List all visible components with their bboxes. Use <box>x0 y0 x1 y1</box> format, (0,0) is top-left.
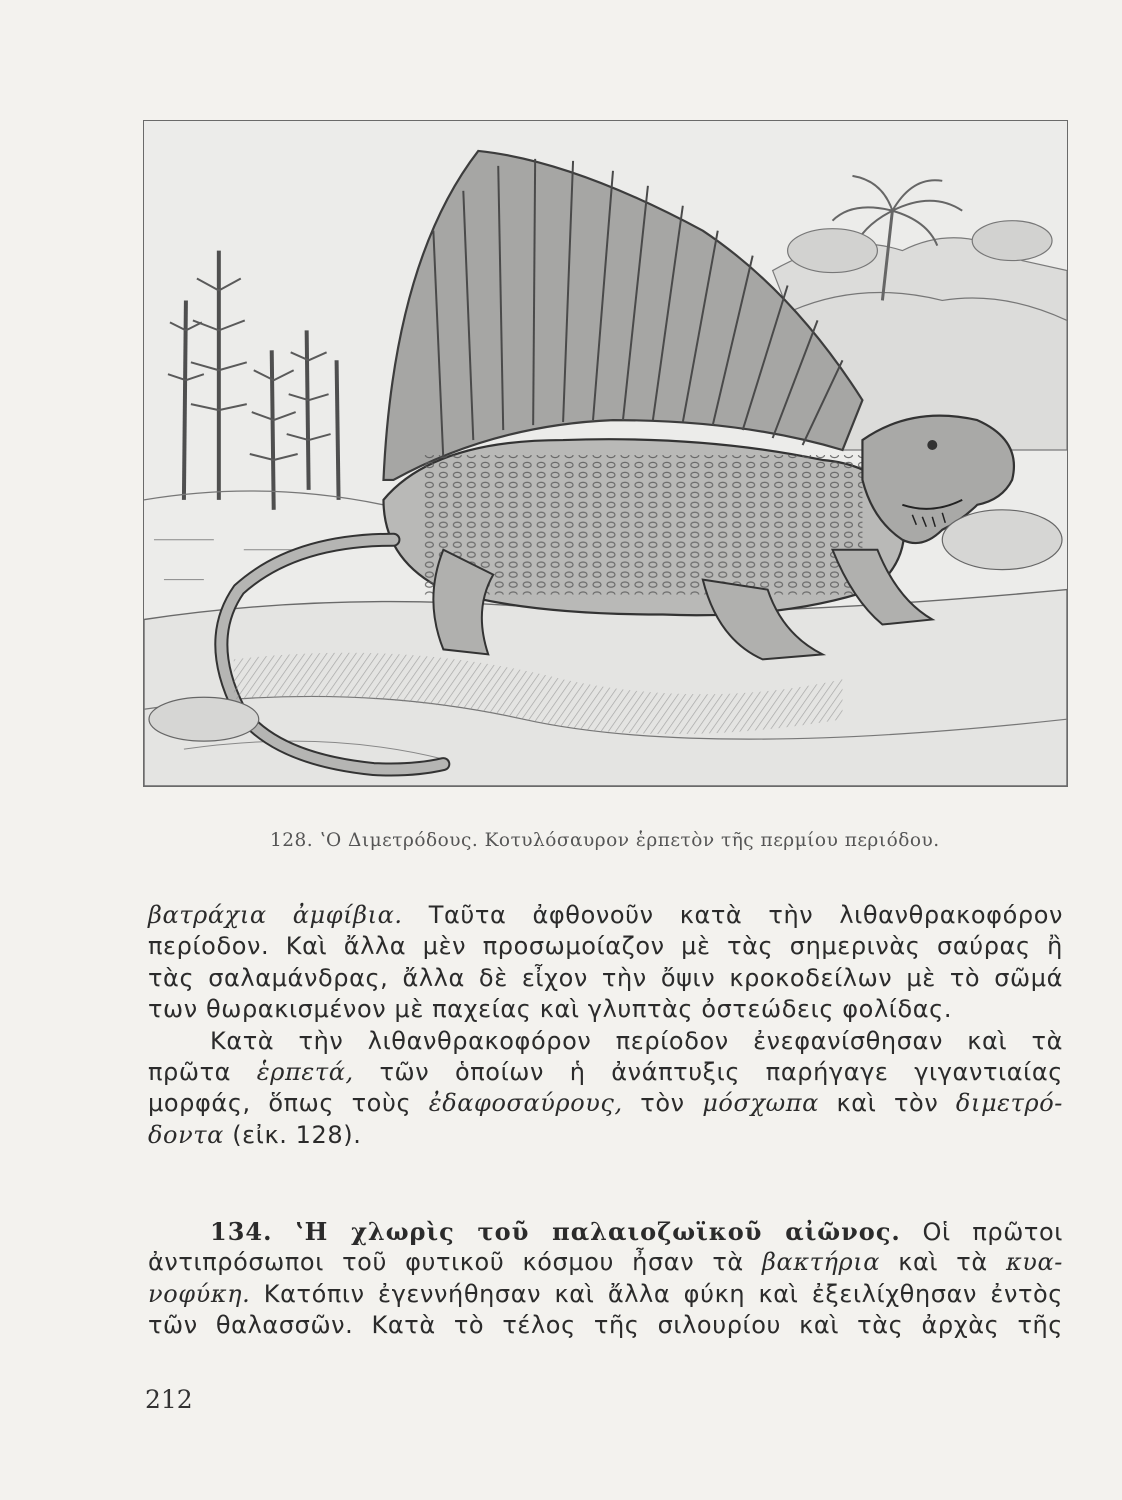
figure-caption: 128. ʽΟ Διμετρόδους. Κοτυλόσαυρον ἑρπετὸν τῆς περμίου περιόδου. <box>270 830 940 851</box>
page-number: 212 <box>145 1385 193 1414</box>
text-line: ἀντιπρόσωποι τοῦ φυτικοῦ κόσμου ἦσαν τὰ βακτήρια καὶ τὰ κυα- <box>148 1248 1063 1277</box>
text-line: περίοδον. Καὶ ἄλλα μὲν προσωμοίαζον μὲ τὰς σημερινὰς σαύρας ἢ <box>148 932 1063 961</box>
text-line: των θωρακισμένον μὲ παχείας καὶ γλυπτὰς ὀστεώδεις φολίδας. <box>148 995 953 1024</box>
dimetrodon-drawing <box>144 121 1067 786</box>
text-line: βατράχια ἀμφίβια. Ταῦτα ἀφθονοῦν κατὰ τὴν λιθανθρακοφόρον <box>148 901 1063 929</box>
text-line: Κατὰ τὴν λιθανθρακοφόρον περίοδον ἐνεφανίσθησαν καὶ τὰ <box>210 1026 1063 1055</box>
text-line: δοντα (εἰκ. 128). <box>148 1120 362 1149</box>
dimetrodon-illustration <box>143 120 1068 787</box>
paragraph-1 <box>148 900 1063 1151</box>
text-line: τῶν θαλασσῶν. Κατὰ τὸ τέλος τῆς σιλουρίου καὶ τὰς ἀρχὰς τῆς <box>148 1311 1063 1340</box>
text-line: νοφύκη. Κατόπιν ἐγεννήθησαν καὶ ἄλλα φύκη καὶ ἐξειλίχθησαν ἐντὸς <box>148 1279 1063 1308</box>
section-heading-continuation: Οἱ πρῶτοι <box>900 1218 1063 1246</box>
text-line: τὰς σαλαμάνδρας, ἄλλα δὲ εἶχον τὴν ὄψιν κροκοδείλων μὲ τὸ σῶμά <box>148 963 1063 992</box>
section-first-line <box>148 1216 1063 1247</box>
text-line: πρῶτα ἑρπετά, τῶν ὁποίων ἡ ἀνάπτυξις παρήγαγε γιγαντιαίας <box>148 1057 1063 1086</box>
section-heading: 134. ʽΗ χλωρὶς τοῦ παλαιοζωϊκοῦ αἰῶνος. <box>210 1217 901 1246</box>
text-line: μορφάς, ὅπως τοὺς ἐδαφοσαύρους, τὸν μόσχωπα καὶ τὸν διμετρό- <box>148 1089 1064 1118</box>
section-134 <box>148 1216 1063 1342</box>
